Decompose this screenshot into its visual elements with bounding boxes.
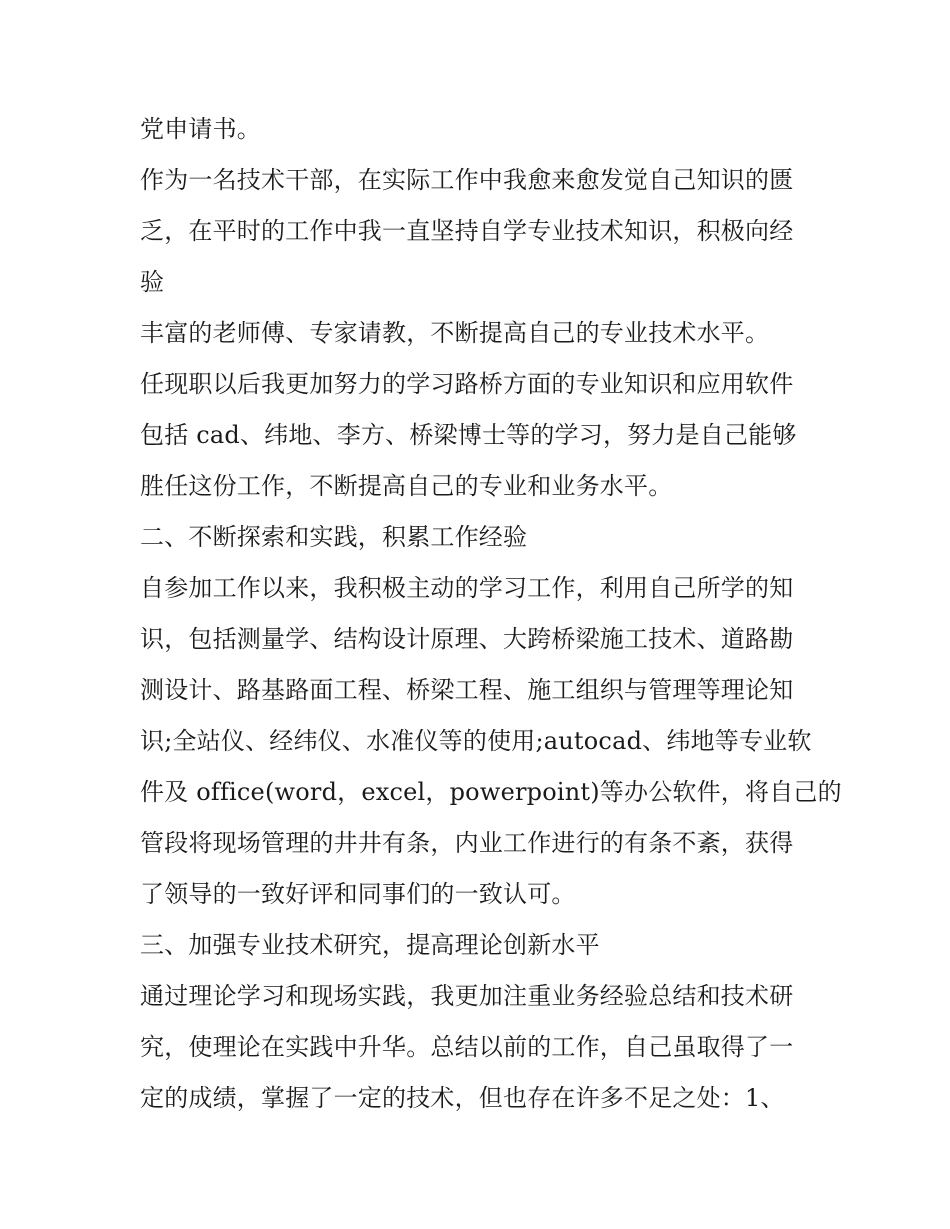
text-line: 验 [140,268,165,296]
body-text [140,104,842,1124]
section-heading: 三、加强专业技术研究，提高理论创新水平 [140,931,600,959]
text-line: 自参加工作以来，我积极主动的学习工作，利用自己所学的知 [140,574,794,602]
text-line: 包括 cad、纬地、李方、桥梁博士等的学习，努力是自己能够 [140,421,797,449]
text-line: 通过理论学习和现场实践，我更加注重业务经验总结和技术研 [140,982,794,1010]
text-line: 作为一名技术干部，在实际工作中我愈来愈发觉自己知识的匮 [140,166,794,194]
text-line: 识;全站仪、经纬仪、水准仪等的使用;autocad、纬地等专业软 [140,727,812,755]
text-line: 测设计、路基路面工程、桥梁工程、施工组织与管理等理论知 [140,676,794,704]
text-line: 识，包括测量学、结构设计原理、大跨桥梁施工技术、道路勘 [140,625,794,653]
text-line: 丰富的老师傅、专家请教，不断提高自己的专业技术水平。 [140,319,770,347]
text-line: 乏，在平时的工作中我一直坚持自学专业技术知识，积极向经 [140,217,794,245]
section-heading: 二、不断探索和实践，积累工作经验 [140,523,528,551]
text-line: 胜任这份工作，不断提高自己的专业和业务水平。 [140,472,673,500]
text-line: 了领导的一致好评和同事们的一致认可。 [140,880,576,908]
text-line: 任现职以后我更加努力的学习路桥方面的专业知识和应用软件 [140,370,794,398]
text-line: 究，使理论在实践中升华。总结以前的工作，自己虽取得了一 [140,1033,794,1061]
text-line: 管段将现场管理的井井有条，内业工作进行的有条不紊，获得 [140,829,794,857]
text-line: 党申请书。 [140,115,261,143]
text-line: 定的成绩，掌握了一定的技术，但也存在许多不足之处：1、 [140,1084,785,1112]
text-line: 件及 office(word，excel，powerpoint)等办公软件，将自己的 [140,778,842,806]
